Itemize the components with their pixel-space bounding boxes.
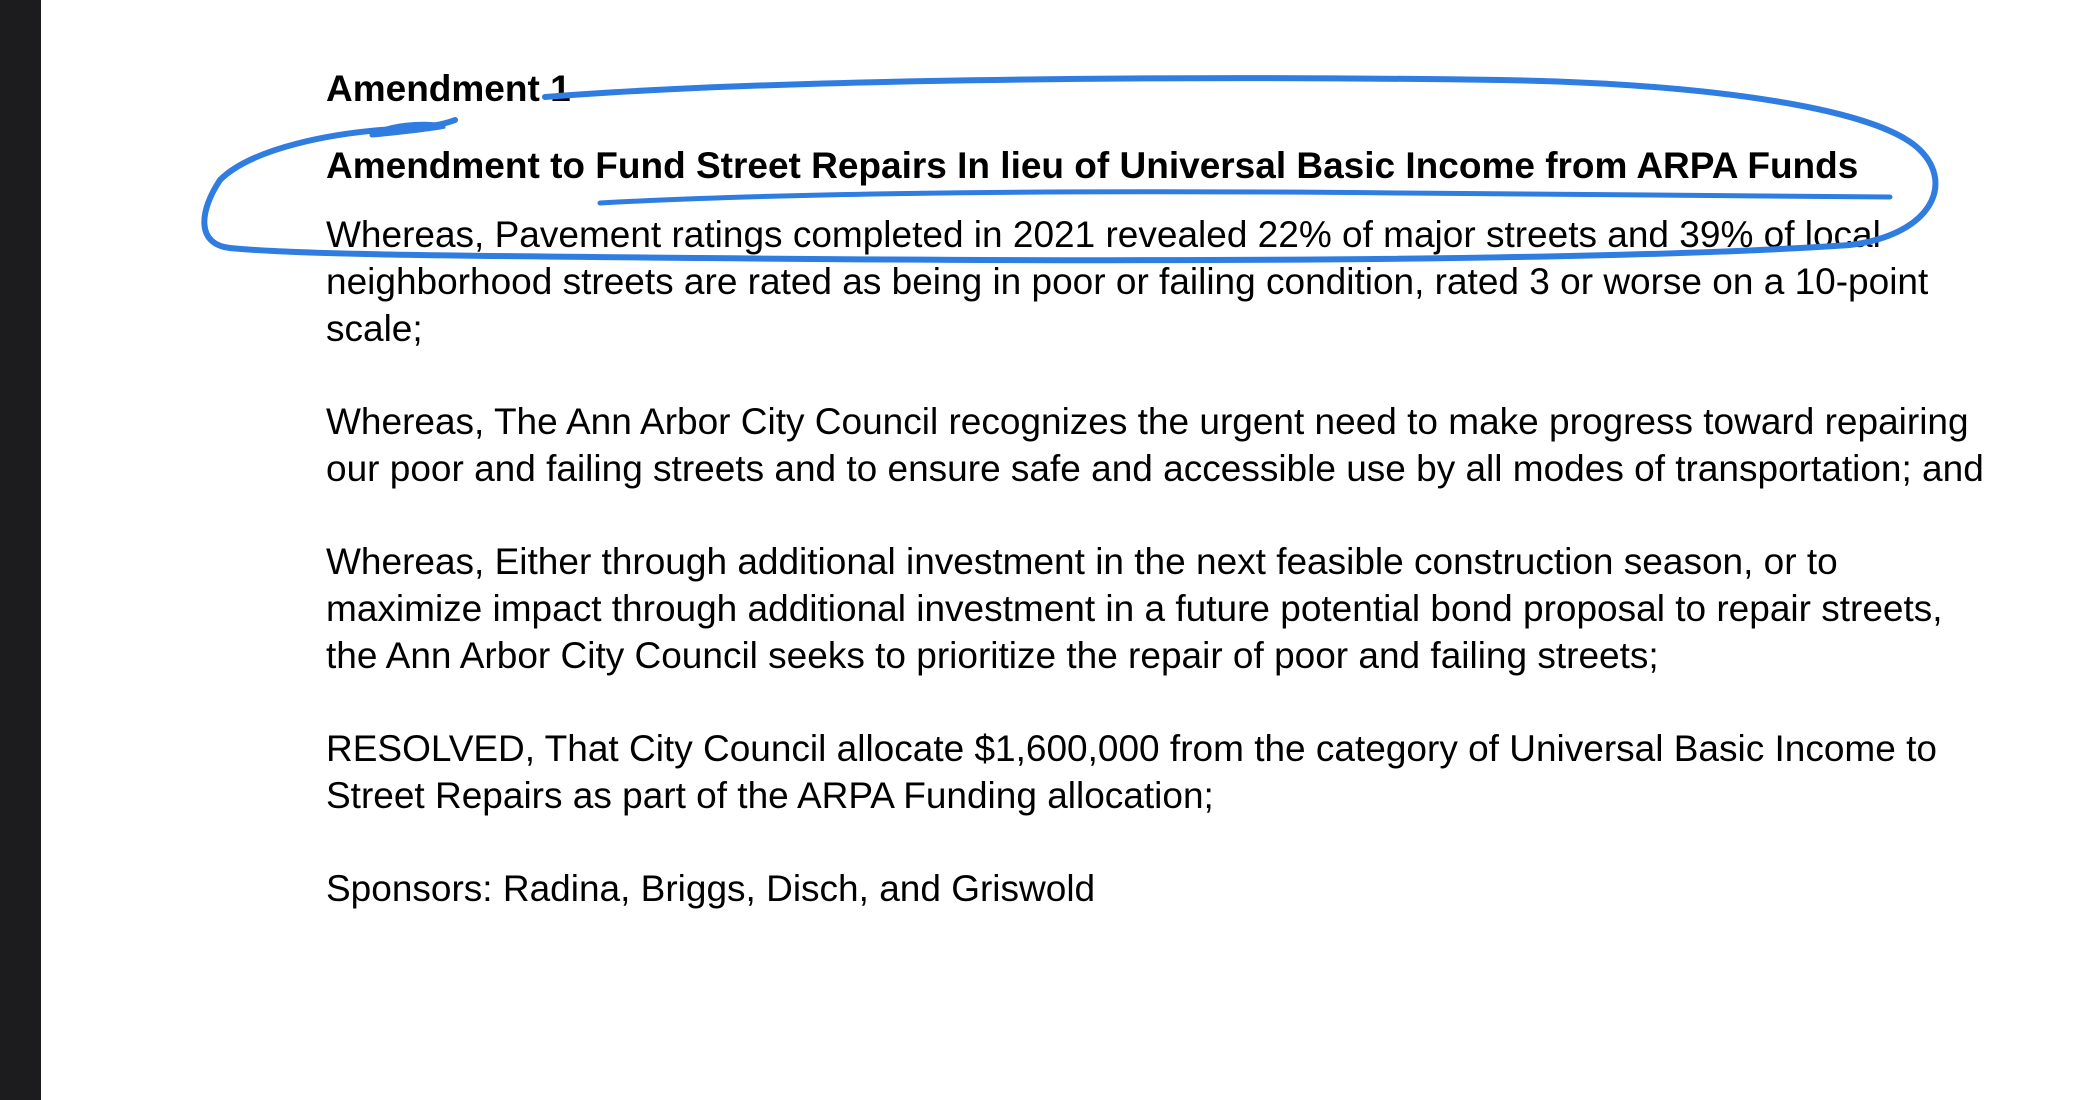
resolved-paragraph: RESOLVED, That City Council allocate $1,600,000 from the category of Universal Basic Income to Street Repairs as part of the ARPA Funding allocation; bbox=[326, 728, 1937, 816]
whereas-paragraph-investment: Whereas, Either through additional investment in the next feasible construction season, or to maximize impact through additional investment in a future potential bond proposal to repair streets, the Ann Arbor City Council seeks to prioritize the repair of poor and failing streets; bbox=[326, 541, 1943, 676]
document-page[interactable] bbox=[41, 0, 2086, 1100]
window-edge bbox=[0, 0, 41, 1100]
whereas-paragraph-pavement: Whereas, Pavement ratings completed in 2021 revealed 22% of major streets and 39% of local neighborhood streets are rated as being in poor or failing condition, rated 3 or worse on a 10-point scale; bbox=[326, 214, 1929, 349]
document-body bbox=[326, 64, 1986, 912]
whereas-paragraph-council: Whereas, The Ann Arbor City Council recognizes the urgent need to make progress toward repairing our poor and failing streets and to ensure safe and accessible use by all modes of transportation; and bbox=[326, 401, 1984, 489]
amendment-title: Amendment to Fund Street Repairs In lieu of Universal Basic Income from ARPA Funds bbox=[326, 145, 1859, 186]
sponsors-line: Sponsors: Radina, Briggs, Disch, and Griswold bbox=[326, 868, 1096, 909]
amendment-label: Amendment 1 bbox=[326, 68, 571, 109]
